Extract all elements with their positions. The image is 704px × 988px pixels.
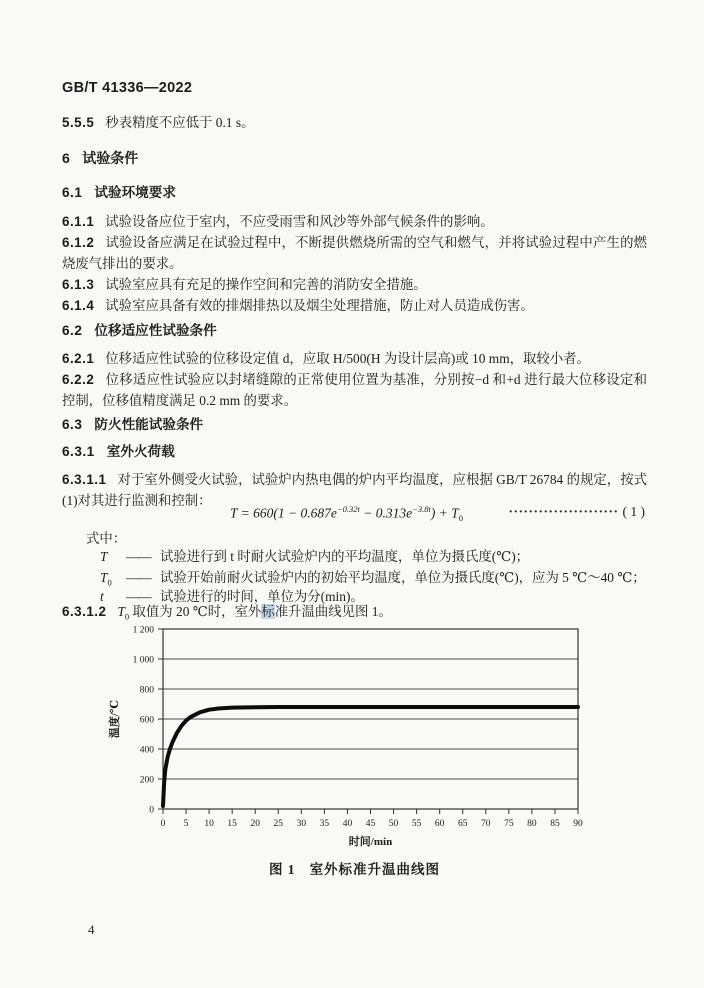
clause-6-2-2 (62, 369, 647, 411)
highlighted-character: 标 (261, 604, 275, 619)
figure-label: 图 1 (268, 862, 296, 877)
y-tick-label: 800 (139, 685, 154, 696)
clause-number: 6.3.1.1 (62, 472, 107, 487)
clause-6-1-4 (62, 295, 647, 316)
definition-dash: —— (126, 589, 151, 604)
equation-part: T = 660(1 − 0.687e (230, 505, 337, 521)
definition-text: 试验进行的时间，单位为分(min)。 (160, 589, 364, 604)
section-number: 6.2 (62, 323, 83, 338)
equation-1 (62, 504, 647, 526)
dot-leader: ······················ (508, 504, 619, 519)
y-tick-label: 400 (139, 745, 154, 756)
section-title: 室外火荷载 (106, 444, 175, 459)
definition-text: 试验进行到 t 时耐火试验炉内的平均温度，单位为摄氏度(℃)； (160, 549, 530, 564)
x-tick-label: 75 (504, 819, 514, 829)
x-tick-label: 70 (481, 819, 491, 829)
clause-text: 试验设备应满足在试验过程中，不断提供燃烧所需的空气和燃气，并将试验过程中产生的燃烧废气排出的要求。 (62, 235, 647, 271)
x-tick-label: 85 (550, 819, 560, 829)
clause-number: 6.1.4 (62, 298, 95, 313)
symbol: $T_0$ (100, 570, 112, 588)
section-6-3-1-heading (62, 443, 647, 461)
symbol: $T_0$ (117, 604, 130, 622)
x-tick-label: 25 (273, 819, 284, 829)
temperature-curve (163, 707, 578, 806)
x-tick-label: 60 (434, 819, 445, 829)
x-tick-label: 0 (160, 819, 166, 829)
clause-text: 试验室应具有充足的操作空间和完善的消防安全措施。 (105, 277, 427, 292)
figure-1-caption (62, 858, 647, 878)
clause-6-1-3 (62, 274, 647, 295)
equation-number: ( 1 ) (622, 504, 645, 519)
equation-part: ) + T (430, 505, 459, 521)
clause-number: 6.2.1 (62, 351, 95, 366)
y-axis-label: 温度/℃ (109, 699, 121, 739)
x-tick-label: 35 (319, 819, 330, 829)
clause-number: 6.1.2 (62, 235, 95, 250)
clause-number: 6.1.1 (62, 214, 95, 229)
clause-6-2-1 (62, 348, 647, 369)
y-tick-label: 1 200 (132, 625, 154, 636)
figure-title: 室外标准升温曲线图 (309, 862, 441, 877)
section-6-3-heading (62, 416, 647, 434)
symbol: t (100, 589, 104, 604)
clause-text: 取值为 20 ℃时，室外 (129, 604, 262, 619)
definition-dash: —— (126, 549, 151, 564)
y-tick-label: 200 (139, 775, 154, 786)
section-title: 试验条件 (82, 152, 139, 167)
document-code: GB/T 41336—2022 (62, 80, 193, 96)
y-tick-label: 600 (139, 715, 154, 726)
section-number: 6.1 (62, 185, 83, 200)
section-title: 防火性能试验条件 (94, 417, 204, 432)
clause-number: 5.5.5 (62, 115, 95, 130)
clause-number: 6.3.1.2 (62, 604, 107, 619)
section-6-1-heading (62, 184, 647, 202)
definition-text: 试验开始前耐火试验炉内的初始平均温度，单位为摄氏度(℃)，应为 5 ℃～40 ℃； (160, 570, 646, 585)
x-tick-label: 65 (457, 819, 468, 829)
section-number: 6.3 (62, 417, 83, 432)
symbol: T (100, 549, 108, 564)
equation-subscript: 0 (458, 513, 463, 524)
section-title: 试验环境要求 (94, 185, 176, 200)
clause-text: 试验设备应位于室内，不应受雨雪和风沙等外部气候条件的影响。 (105, 214, 494, 229)
equation-number-group (508, 504, 645, 520)
section-title: 位移适应性试验条件 (94, 323, 217, 338)
clause-number: 6.2.2 (62, 372, 95, 387)
clause-number: 6.1.3 (62, 277, 95, 292)
section-6-heading (62, 149, 647, 169)
section-6-2-heading (62, 322, 647, 340)
x-tick-label: 45 (365, 819, 376, 829)
section-number: 6.3.1 (62, 444, 95, 459)
equation-part: − 0.313e (359, 505, 413, 521)
page-number: 4 (88, 922, 95, 937)
x-tick-label: 50 (388, 819, 399, 829)
equation-exponent: −0.32t (336, 504, 360, 514)
x-tick-label: 10 (204, 819, 214, 829)
where-label: 式中： (86, 531, 127, 546)
clause-text: 试验室应具备有效的排烟排热以及烟尘处理措施，防止对人员造成伤害。 (105, 298, 534, 313)
clause-text: 准升温曲线见图 1。 (274, 604, 392, 619)
x-tick-label: 80 (527, 819, 537, 829)
clause-text: 秒表精度不应低于 0.1 s。 (105, 115, 255, 130)
equation-expression (230, 504, 463, 523)
figure-1-temperature-curve-chart (95, 622, 655, 862)
equation-exponent: −3.8t (412, 504, 431, 514)
x-tick-label: 5 (183, 819, 189, 829)
definition-dash: —— (126, 570, 151, 585)
y-tick-label: 0 (149, 805, 154, 816)
section-number: 6 (62, 150, 71, 166)
clause-5-5-5 (62, 112, 647, 133)
y-tick-label: 1 000 (132, 655, 154, 666)
clause-6-1-2 (62, 232, 647, 274)
x-tick-label: 55 (411, 819, 422, 829)
x-tick-label: 40 (342, 819, 353, 829)
x-axis-label: 时间/min (348, 836, 393, 848)
clause-text: 对于室外侧受火试验，试验炉内热电偶的炉内平均温度，应根据 GB/T 26784 的规定，按式(1)对其进行监测和控制： (62, 472, 647, 508)
x-tick-label: 20 (250, 819, 260, 829)
x-tick-label: 15 (227, 819, 237, 829)
x-tick-label: 90 (573, 819, 583, 829)
clause-6-1-1 (62, 211, 647, 232)
clause-text: 位移适应性试验的位移设定值 d，应取 H/500(H 为设计层高)或 10 mm，取较小者。 (105, 351, 590, 366)
x-tick-label: 30 (296, 819, 307, 829)
clause-text: 位移适应性试验应以封堵缝隙的正常使用位置为基准，分别按−d 和+d 进行最大位移设定和控制，位移值精度满足 0.2 mm 的要求。 (62, 372, 647, 408)
